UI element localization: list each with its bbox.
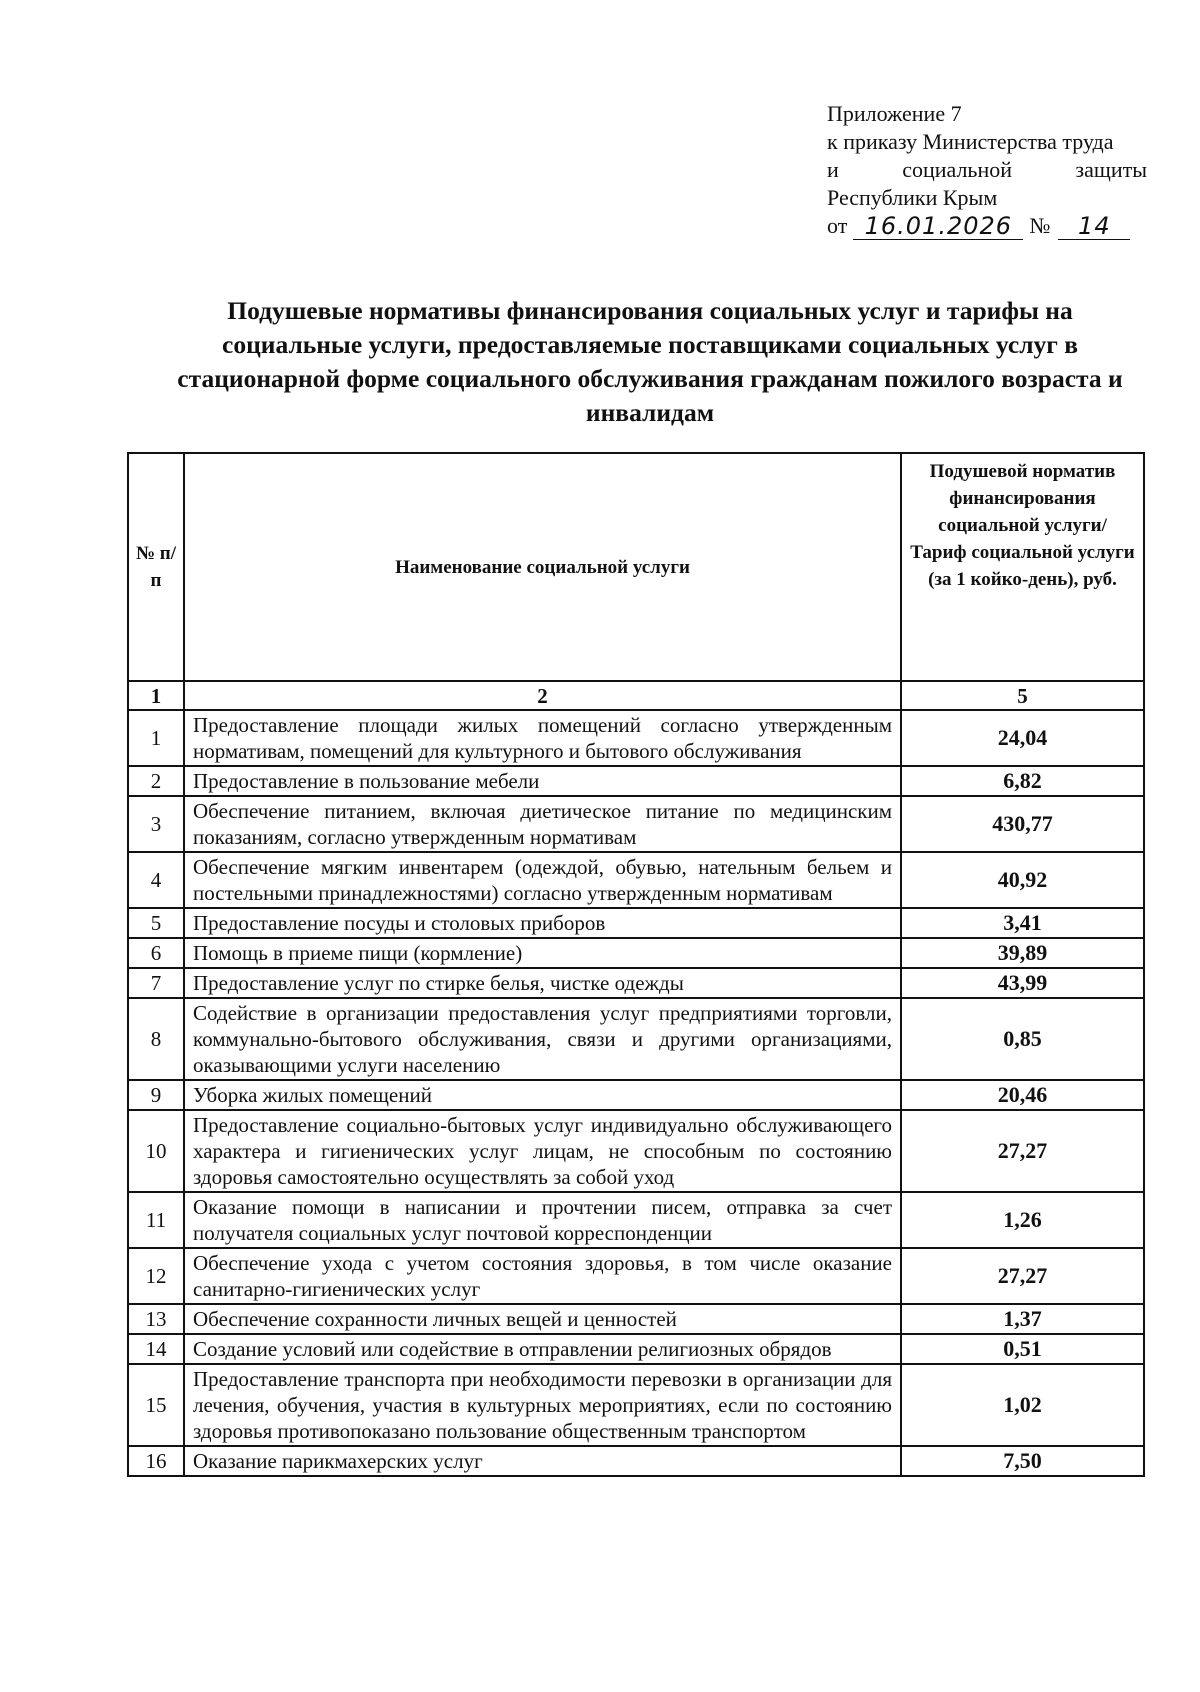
row-value: 430,77 <box>901 796 1144 852</box>
row-service: Предоставление транспорта при необходимости перевозки в организации для лечения, обучения, участия в культурных мероприятиях, если по состоянию здоровья противопоказано пользование общественным транспортом <box>184 1364 901 1446</box>
appendix-line-4: Республики Крым <box>827 185 998 210</box>
row-service: Обеспечение ухода с учетом состояния здоровья, в том числе оказание санитарно-гигиенических услуг <box>184 1248 901 1304</box>
table-row <box>128 998 1144 1080</box>
table-row <box>128 852 1144 908</box>
table-row <box>128 1304 1144 1334</box>
row-number: 11 <box>128 1192 184 1248</box>
row-value: 27,27 <box>901 1110 1144 1192</box>
row-number: 1 <box>128 710 184 766</box>
appendix-line-1: Приложение 7 <box>827 101 962 126</box>
row-number: 2 <box>128 766 184 796</box>
table-row <box>128 1192 1144 1248</box>
row-number: 15 <box>128 1364 184 1446</box>
row-number: 8 <box>128 998 184 1080</box>
row-value: 1,02 <box>901 1364 1144 1446</box>
row-service: Предоставление социально-бытовых услуг индивидуально обслуживающего характера и гигиенических услуг лицам, не способным по состоянию здоровья самостоятельно осуществлять за собой уход <box>184 1110 901 1192</box>
row-service: Обеспечение питанием, включая диетическое питание по медицинским показаниям, согласно утвержденным нормативам <box>184 796 901 852</box>
row-value: 1,37 <box>901 1304 1144 1334</box>
row-value: 39,89 <box>901 938 1144 968</box>
document-title: Подушевые нормативы финансирования социальных услуг и тарифы на социальные услуги, предоставляемые поставщиками социальных услуг в стационарной форме социального обслуживания гражданам пожилого возраста и инвалидам <box>177 296 1123 427</box>
header-tariff: Подушевой норматив финансирования социальной услуги/Тариф социальной услуги (за 1 койко-день), руб. <box>901 453 1144 681</box>
row-value: 24,04 <box>901 710 1144 766</box>
row-service: Предоставление услуг по стирке белья, чистке одежды <box>184 968 901 998</box>
column-number-row <box>128 681 1144 710</box>
appendix-word: социальной <box>902 157 1013 182</box>
header-num: № п/п <box>128 453 184 681</box>
row-service: Оказание помощи в написании и прочтении писем, отправка за счет получателя социальных услуг почтовой корреспонденции <box>184 1192 901 1248</box>
row-value: 20,46 <box>901 1080 1144 1110</box>
row-value: 7,50 <box>901 1446 1144 1476</box>
appendix-word: защиты <box>1075 157 1147 182</box>
table-row <box>128 1110 1144 1192</box>
row-number: 10 <box>128 1110 184 1192</box>
row-service: Предоставление посуды и столовых приборов <box>184 908 901 938</box>
row-number: 7 <box>128 968 184 998</box>
table-row <box>128 1446 1144 1476</box>
row-service: Предоставление в пользование мебели <box>184 766 901 796</box>
row-value: 0,85 <box>901 998 1144 1080</box>
row-value: 40,92 <box>901 852 1144 908</box>
row-number: 5 <box>128 908 184 938</box>
number-prefix: № <box>1029 213 1051 238</box>
row-number: 13 <box>128 1304 184 1334</box>
appendix-line-3 <box>827 156 1147 184</box>
date-prefix: от <box>827 213 848 238</box>
row-number: 3 <box>128 796 184 852</box>
handwritten-date: 16.01.2026 <box>853 213 1023 240</box>
table-row <box>128 1364 1144 1446</box>
appendix-date-line <box>827 212 1147 240</box>
appendix-word: и <box>827 157 839 182</box>
row-number: 6 <box>128 938 184 968</box>
row-number: 9 <box>128 1080 184 1110</box>
column-number: 1 <box>128 681 184 710</box>
table-row <box>128 710 1144 766</box>
row-value: 3,41 <box>901 908 1144 938</box>
row-value: 1,26 <box>901 1192 1144 1248</box>
table-row <box>128 766 1144 796</box>
row-value: 43,99 <box>901 968 1144 998</box>
row-service: Создание условий или содействие в отправлении религиозных обрядов <box>184 1334 901 1364</box>
row-service: Обеспечение сохранности личных вещей и ценностей <box>184 1304 901 1334</box>
appendix-block <box>827 100 1147 240</box>
table-row <box>128 796 1144 852</box>
row-value: 6,82 <box>901 766 1144 796</box>
table-row <box>128 938 1144 968</box>
row-number: 16 <box>128 1446 184 1476</box>
row-number: 12 <box>128 1248 184 1304</box>
header-name: Наименование социальной услуги <box>184 453 901 681</box>
table-row <box>128 1080 1144 1110</box>
row-service: Предоставление площади жилых помещений согласно утвержденным нормативам, помещений для культурного и бытового обслуживания <box>184 710 901 766</box>
table-row <box>128 1248 1144 1304</box>
table-header-row <box>128 453 1144 681</box>
tariff-table <box>127 452 1145 1477</box>
column-number: 5 <box>901 681 1144 710</box>
row-number: 14 <box>128 1334 184 1364</box>
table-row <box>128 908 1144 938</box>
row-service: Обеспечение мягким инвентарем (одеждой, обувью, нательным бельем и постельными принадлежностями) согласно утвержденным нормативам <box>184 852 901 908</box>
handwritten-number: 14 <box>1058 213 1130 240</box>
row-number: 4 <box>128 852 184 908</box>
row-service: Помощь в приеме пищи (кормление) <box>184 938 901 968</box>
table-row <box>128 1334 1144 1364</box>
row-value: 27,27 <box>901 1248 1144 1304</box>
appendix-line-2: к приказу Министерства труда <box>827 129 1114 154</box>
row-value: 0,51 <box>901 1334 1144 1364</box>
column-number: 2 <box>184 681 901 710</box>
row-service: Уборка жилых помещений <box>184 1080 901 1110</box>
row-service: Содействие в организации предоставления услуг предприятиями торговли, коммунально-бытового обслуживания, связи и другими организациями, оказывающими услуги населению <box>184 998 901 1080</box>
table-row <box>128 968 1144 998</box>
row-service: Оказание парикмахерских услуг <box>184 1446 901 1476</box>
